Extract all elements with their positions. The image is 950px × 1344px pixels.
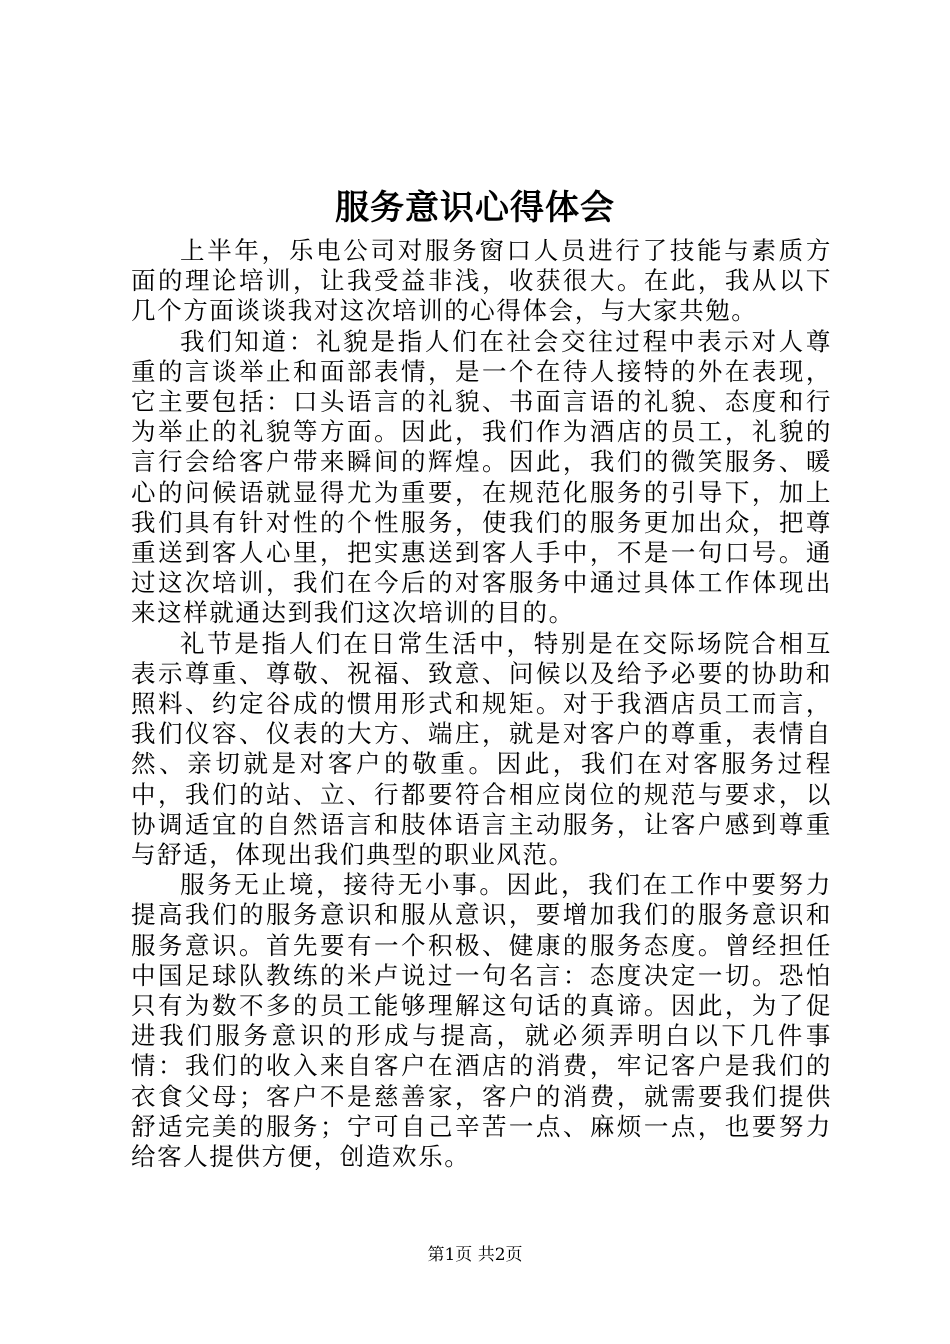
page-number-footer: 第1页 共2页 [427, 1245, 523, 1265]
paragraph-etiquette: 礼节是指人们在日常生活中，特别是在交际场院合相互表示尊重、尊敬、祝福、致意、问候以及给予必要的协助和照料、约定谷成的惯用形式和规矩。对于我酒店员工而言，我们仪容、仪表的大方、端庄，就是对客户的尊重，表情自然、亲切就是对客户的敬重。因此，我们在对客服务过程中，我们的站、立、行都要符合相应岗位的规范与要求，以协调适宜的自然语言和肢体语言主动服务，让客户感到尊重与舒适，体现出我们典型的职业风范。 [131, 628, 832, 870]
document-body [131, 236, 832, 1172]
paragraph-service-awareness: 服务无止境，接待无小事。因此，我们在工作中要努力提高我们的服务意识和服从意识，要增加我们的服务意识和服务意识。首先要有一个积极、健康的服务态度。曾经担任中国足球队教练的米卢说过一句名言：态度决定一切。恐怕只有为数不多的员工能够理解这句话的真谛。因此，为了促进我们服务意识的形成与提高，就必须弄明白以下几件事情：我们的收入来自客户在酒店的消费，牢记客户是我们的衣食父母；客户不是慈善家，客户的消费，就需要我们提供舒适完美的服务；宁可自己辛苦一点、麻烦一点，也要努力给客人提供方便，创造欢乐。 [131, 870, 832, 1172]
paragraph-courtesy: 我们知道：礼貌是指人们在社会交往过程中表示对人尊重的言谈举止和面部表情，是一个在待人接特的外在表现，它主要包括：口头语言的礼貌、书面言语的礼貌、态度和行为举止的礼貌等方面。因此，我们作为酒店的员工，礼貌的言行会给客户带来瞬间的辉煌。因此，我们的微笑服务、暖心的问候语就显得尤为重要，在规范化服务的引导下，加上我们具有针对性的个性服务，使我们的服务更加出众，把尊重送到客人心里，把实惠送到客人手中，不是一句口号。通过这次培训，我们在今后的对客服务中通过具体工作体现出来这样就通达到我们这次培训的目的。 [131, 326, 832, 628]
paragraph-intro: 上半年，乐电公司对服务窗口人员进行了技能与素质方面的理论培训，让我受益非浅，收获很大。在此，我从以下几个方面谈谈我对这次培训的心得体会，与大家共勉。 [131, 236, 832, 326]
document-title: 服务意识心得体会 [335, 188, 615, 228]
